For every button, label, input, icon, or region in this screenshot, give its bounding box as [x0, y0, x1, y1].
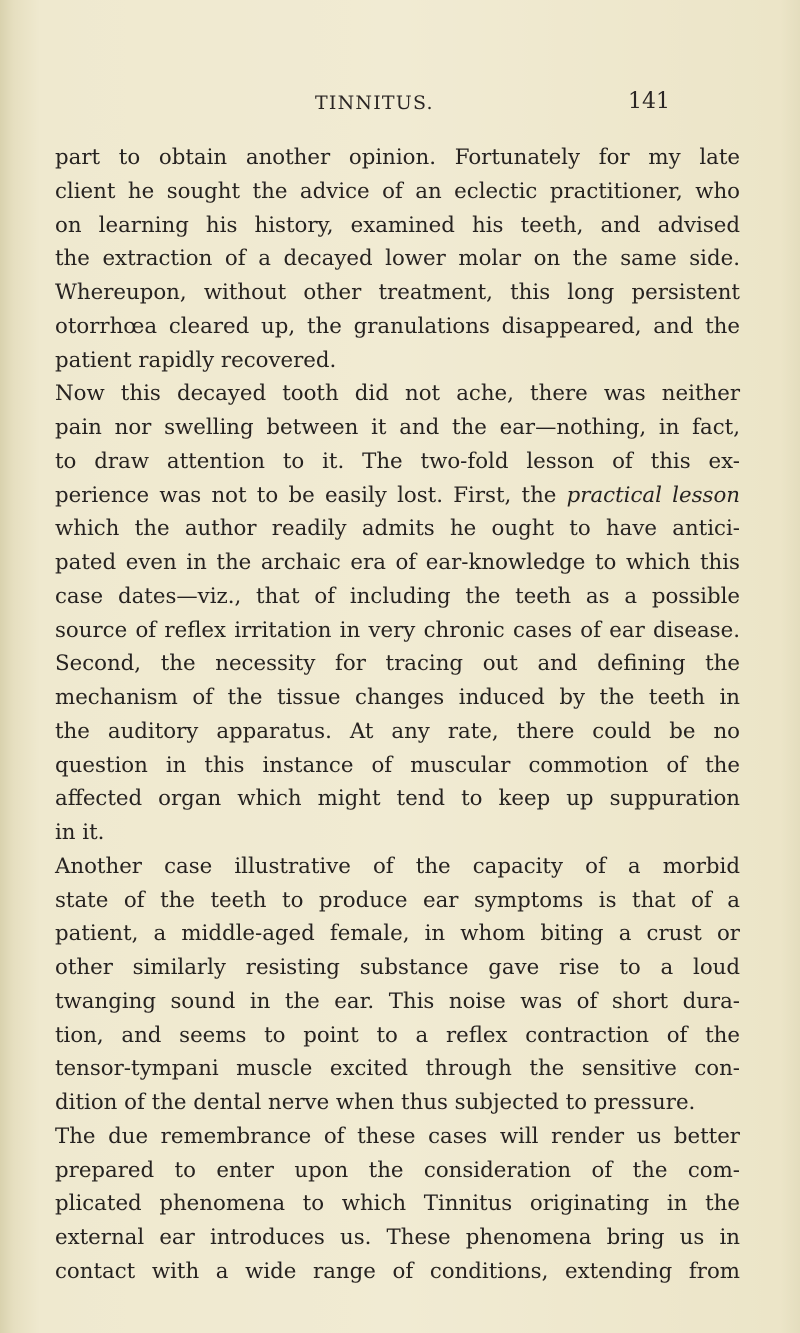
text-line: patient, a middle-aged female, in whom biting a crust or	[55, 921, 740, 947]
text-line-segment: perience was not to be easily lost. First, the	[55, 482, 567, 508]
text-line: dition of the dental nerve when thus subjected to pressure.	[55, 1090, 696, 1115]
page-number: 141	[628, 89, 670, 114]
text-line: the extraction of a decayed lower molar on the same side.	[55, 246, 740, 272]
text-line: in it.	[55, 820, 105, 845]
text-line: The due remembrance of these cases will render us better	[55, 1123, 740, 1149]
text-line: tensor-tympani muscle excited through the sensitive con-	[55, 1056, 740, 1082]
text-line: Now this decayed tooth did not ache, there was neither	[55, 381, 740, 407]
text-line: client he sought the advice of an eclectic practitioner, who	[55, 178, 740, 204]
text-line: patient rapidly recovered.	[55, 347, 337, 373]
text-line	[55, 479, 740, 513]
text-line: to draw attention to it. The two-fold lesson of this ex-	[55, 448, 740, 474]
text-line: part to obtain another opinion. Fortunately for my late	[55, 145, 740, 170]
text-line: pated even in the archaic era of ear-knowledge to which this	[55, 550, 740, 575]
text-line: Second, the necessity for tracing out and defining the	[55, 651, 740, 677]
text-line: twanging sound in the ear. This noise was of short dura-	[55, 988, 740, 1014]
text-line: prepared to enter upon the consideration of the com-	[55, 1157, 740, 1183]
running-head	[0, 89, 800, 118]
text-line: Another case illustrative of the capacity of a morbid	[55, 853, 740, 879]
text-line: contact with a wide range of conditions, extending from	[55, 1258, 740, 1284]
text-line: Whereupon, without other treatment, this long persistent	[55, 280, 740, 305]
text-line: source of reflex irritation in very chronic cases of ear disease.	[55, 617, 740, 643]
italic-phrase: practical lesson	[566, 482, 740, 508]
text-line: plicated phenomena to which Tinnitus originating in the	[55, 1191, 740, 1217]
text-line: the auditory apparatus. At any rate, there could be no	[55, 718, 740, 744]
text-line: pain nor swelling between it and the ear—nothing, in fact,	[55, 415, 740, 440]
text-line: other similarly resisting substance gave rise to a loud	[55, 955, 740, 980]
text-line: which the author readily admits he ought to have antici-	[55, 516, 740, 542]
text-line: mechanism of the tissue changes induced by the teeth in	[55, 685, 740, 710]
text-line: state of the teeth to produce ear symptoms is that of a	[55, 887, 740, 913]
text-line: external ear introduces us. These phenomena bring us in	[55, 1225, 740, 1250]
text-line: otorrhœa cleared up, the granulations disappeared, and the	[55, 313, 740, 339]
text-line: tion, and seems to point to a reflex contraction of the	[55, 1022, 740, 1048]
body-text	[55, 141, 740, 1289]
text-line: case dates—viz., that of including the teeth as a possible	[55, 583, 740, 609]
text-line: on learning his history, examined his teeth, and advised	[55, 212, 740, 238]
running-title: TINNITUS.	[315, 92, 434, 114]
text-line: affected organ which might tend to keep up suppuration	[55, 786, 740, 812]
text-line: question in this instance of muscular commotion of the	[55, 752, 740, 778]
